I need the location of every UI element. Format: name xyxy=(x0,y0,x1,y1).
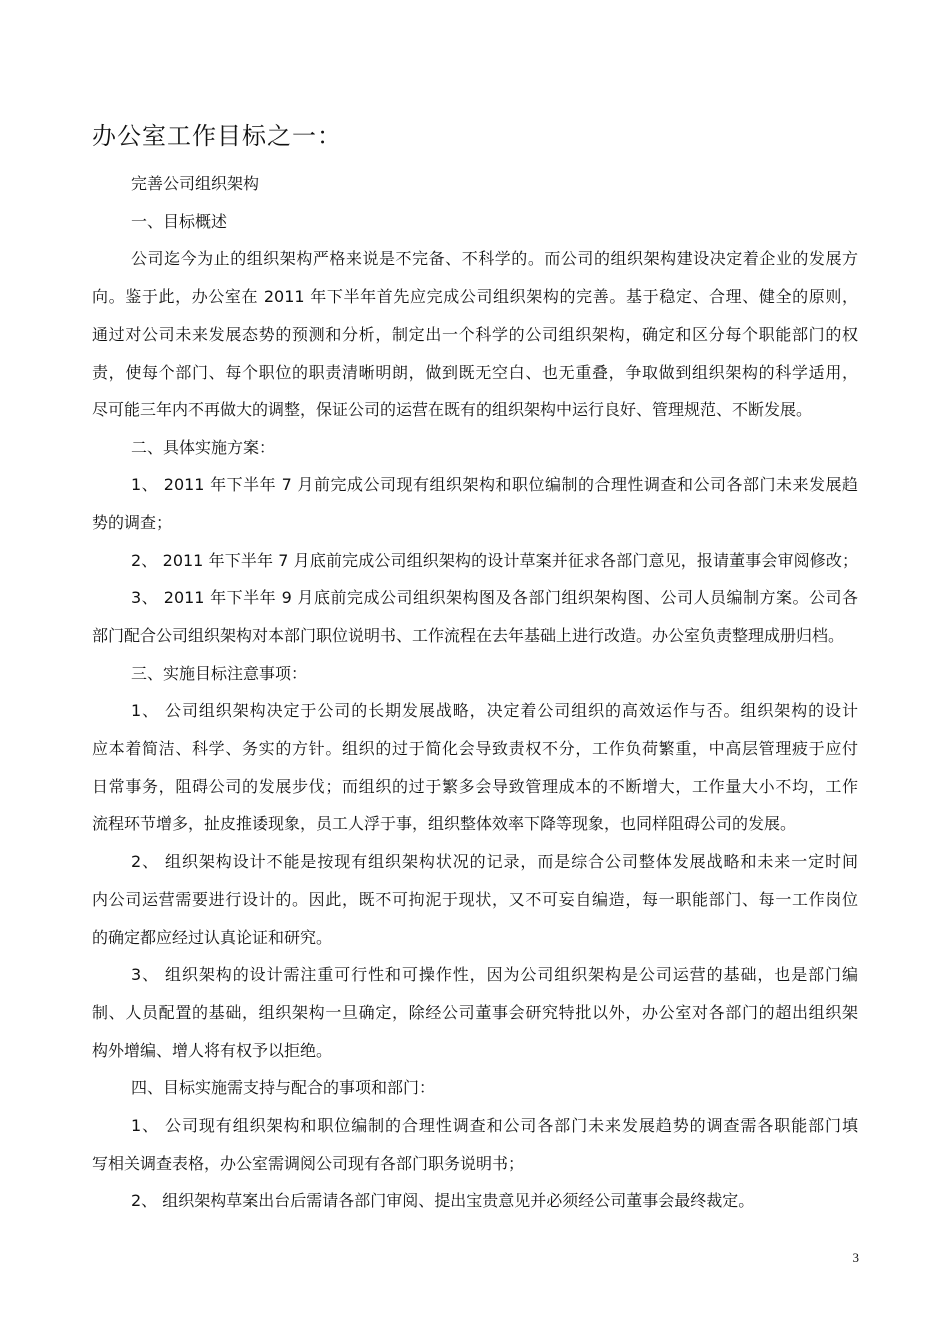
section-heading-notes: 三、实施目标注意事项： xyxy=(131,664,308,683)
list-item-line: 1、 公司现有组织架构和职位编制的合理性调查和公司各部门未来发展趋势的调查需各职能部门填 xyxy=(131,1116,858,1135)
list-item-line: 2、 组织架构设计不能是按现有组织架构状况的记录，而是综合公司整体发展战略和未来一定时间 xyxy=(131,852,858,871)
list-item-line: 2、 2011 年下半年 7 月底前完成公司组织架构的设计草案并征求各部门意见，报请董事会审阅修改； xyxy=(131,551,858,570)
paragraph-line: 通过对公司未来发展态势的预测和分析，制定出一个科学的公司组织架构，确定和区分每个职能部门的权 xyxy=(92,325,858,344)
page-title: 办公室工作目标之一： xyxy=(92,122,342,150)
list-item-line: 3、 组织架构的设计需注重可行性和可操作性，因为公司组织架构是公司运营的基础，也是部门编 xyxy=(131,965,858,984)
list-item-line: 的确定都应经过认真论证和研究。 xyxy=(92,928,333,947)
list-item-line: 制、人员配置的基础，组织架构一旦确定，除经公司董事会研究特批以外，办公室对各部门的超出组织架 xyxy=(92,1003,858,1022)
list-item-line: 1、 2011 年下半年 7 月前完成公司现有组织架构和职位编制的合理性调查和公司各部门未来发展趋 xyxy=(131,475,858,494)
subtitle: 完善公司组织架构 xyxy=(131,174,260,193)
section-heading-plan: 二、具体实施方案： xyxy=(131,438,276,457)
paragraph-line: 向。鉴于此，办公室在 2011 年下半年首先应完成公司组织架构的完善。基于稳定、合理、健全的原则， xyxy=(92,287,858,306)
paragraph-line: 尽可能三年内不再做大的调整，保证公司的运营在既有的组织架构中运行良好、管理规范、不断发展。 xyxy=(92,400,813,419)
list-item-line: 内公司运营需要进行设计的。因此，既不可拘泥于现状，又不可妄自编造，每一职能部门、每一工作岗位 xyxy=(92,890,858,909)
section-heading-overview: 一、目标概述 xyxy=(131,212,228,231)
section-heading-support: 四、目标实施需支持与配合的事项和部门： xyxy=(131,1078,436,1097)
page-number: 3 xyxy=(852,1250,859,1265)
paragraph-line: 公司迄今为止的组织架构严格来说是不完备、不科学的。而公司的组织架构建设决定着企业的发展方 xyxy=(131,249,858,268)
list-item-line: 构外增编、增人将有权予以拒绝。 xyxy=(92,1041,333,1060)
list-item-line: 流程环节增多，扯皮推诿现象，员工人浮于事，组织整体效率下降等现象，也同样阻碍公司的发展。 xyxy=(92,814,797,833)
list-item-line: 部门配合公司组织架构对本部门职位说明书、工作流程在去年基础上进行改造。办公室负责整理成册归档。 xyxy=(92,626,845,645)
list-item-line: 势的调查； xyxy=(92,513,173,532)
list-item-line: 2、 组织架构草案出台后需请各部门审阅、提出宝贵意见并必须经公司董事会最终裁定。 xyxy=(131,1191,755,1210)
list-item-line: 1、 公司组织架构决定于公司的长期发展战略，决定着公司组织的高效运作与否。组织架构的设计 xyxy=(131,701,858,720)
list-item-line: 写相关调查表格，办公室需调阅公司现有各部门职务说明书； xyxy=(92,1154,525,1173)
list-item-line: 3、 2011 年下半年 9 月底前完成公司组织架构图及各部门组织架构图、公司人员编制方案。公司各 xyxy=(131,588,858,607)
list-item-line: 应本着简洁、科学、务实的方针。组织的过于简化会导致责权不分，工作负荷繁重，中高层管理疲于应付 xyxy=(92,739,858,758)
paragraph-line: 责，使每个部门、每个职位的职责清晰明朗，做到既无空白、也无重叠，争取做到组织架构的科学适用， xyxy=(92,363,858,382)
list-item-line: 日常事务，阻碍公司的发展步伐；而组织的过于繁多会导致管理成本的不断增大，工作量大小不均，工作 xyxy=(92,777,858,796)
